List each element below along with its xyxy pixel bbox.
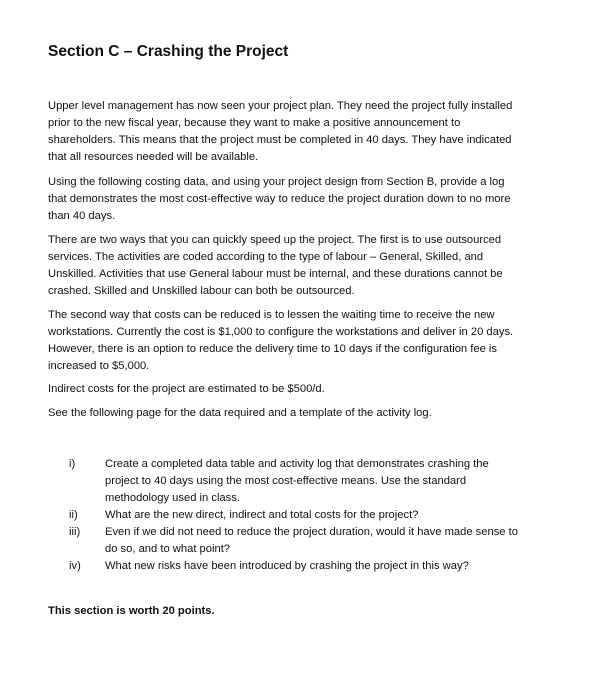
paragraph-line: Indirect costs for the project are estimated to be $500/d.	[48, 383, 325, 395]
paragraph-workstations	[48, 307, 558, 375]
question-line: Even if we did not need to reduce the project duration, would it have made sense to	[105, 526, 518, 538]
question-item	[48, 507, 568, 524]
paragraph-line: workstations. Currently the cost is $1,000 to configure the workstations and deliver in 20 days.	[48, 326, 514, 338]
question-item	[48, 456, 568, 507]
question-number: i)	[69, 458, 76, 470]
question-item	[48, 558, 568, 575]
question-text	[105, 524, 568, 558]
question-line: do so, and to what point?	[105, 543, 231, 555]
question-text	[105, 558, 568, 575]
paragraph-line: that all resources needed will be available.	[48, 151, 259, 163]
question-number: ii)	[69, 509, 78, 521]
paragraph-line: services. The activities are coded according to the type of labour – General, Skilled, and	[48, 251, 484, 263]
paragraph-line: Upper level management has now seen your project plan. They need the project fully installed	[48, 100, 513, 112]
question-text	[105, 456, 568, 507]
paragraph-line: The second way that costs can be reduced is to lessen the waiting time to receive the new	[48, 309, 495, 321]
section-title: Section C – Crashing the Project	[48, 43, 289, 60]
paragraph-line: shareholders. This means that the project must be completed in 40 days. They have indicated	[48, 134, 512, 146]
paragraph-intro	[48, 98, 558, 166]
paragraph-line: that demonstrates the most cost-effective way to reduce the project duration down to no more	[48, 193, 511, 205]
question-line: methodology used in class.	[105, 492, 240, 504]
paragraph-line: Using the following costing data, and using your project design from Section B, provide a log	[48, 176, 505, 188]
question-line: Create a completed data table and activity log that demonstrates crashing the	[105, 458, 489, 470]
question-list	[48, 456, 568, 575]
paragraph-costing-data	[48, 174, 558, 225]
paragraph-line: There are two ways that you can quickly speed up the project. The first is to use outsourced	[48, 234, 502, 246]
paragraph-line: See the following page for the data required and a template of the activity log.	[48, 407, 432, 419]
paragraph-line: prior to the new fiscal year, because they want to make a positive announcement to	[48, 117, 461, 129]
paragraph-indirect-costs	[48, 381, 558, 398]
paragraph-line: than 40 days.	[48, 210, 116, 222]
question-text	[105, 507, 568, 524]
paragraph-line: increased to $5,000.	[48, 360, 150, 372]
paragraph-line: crashed. Skilled and Unskilled labour can both be outsourced.	[48, 285, 355, 297]
paragraph-line: Unskilled. Activities that use General labour must be internal, and these durations cannot be	[48, 268, 503, 280]
paragraph-line: However, there is an option to reduce the delivery time to 10 days if the configuration fee is	[48, 343, 497, 355]
question-number: iv)	[69, 560, 81, 572]
question-line: What are the new direct, indirect and total costs for the project?	[105, 509, 419, 521]
question-item	[48, 524, 568, 558]
paragraph-see-following	[48, 405, 558, 422]
points-note: This section is worth 20 points.	[48, 605, 215, 617]
question-number: iii)	[69, 526, 81, 538]
question-line: project to 40 days using the most cost-effective means. Use the standard	[105, 475, 467, 487]
question-line: What new risks have been introduced by crashing the project in this way?	[105, 560, 469, 572]
paragraph-outsourcing	[48, 232, 558, 300]
